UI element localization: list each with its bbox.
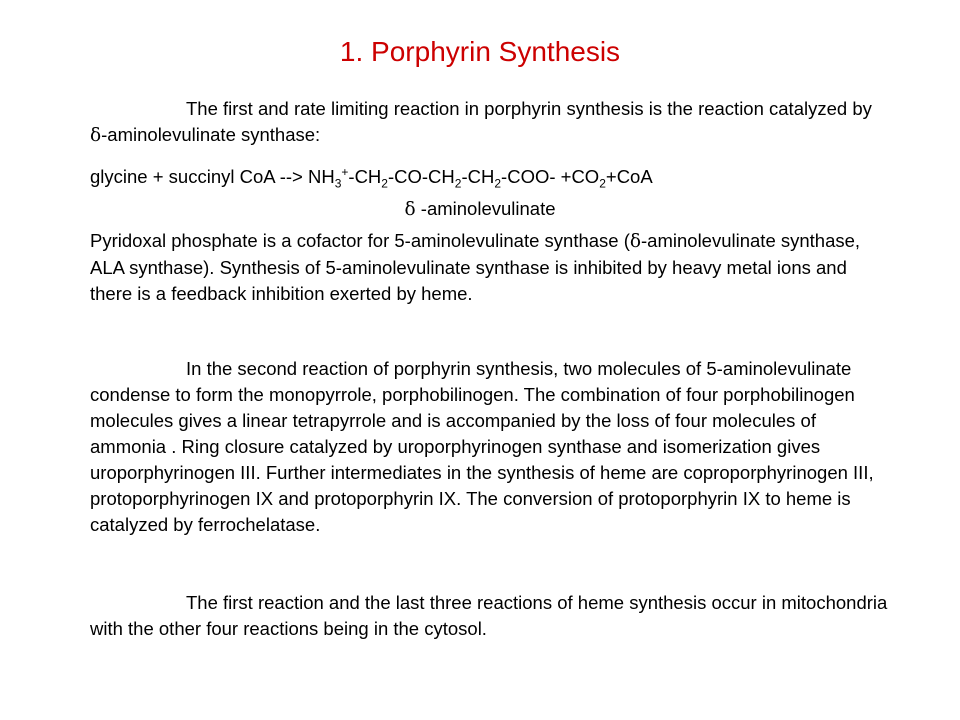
delta-symbol: δ (629, 231, 642, 252)
equation-part-c: -CO-CH (387, 166, 455, 187)
equation-sub-1: 3 (334, 176, 342, 191)
p1-text-a: The first and rate limiting reaction in porphyrin synthesis is the reaction catalyzed by (186, 98, 872, 119)
slide-title: 1. Porphyrin Synthesis (339, 36, 621, 67)
equation-sub-2: 2 (381, 176, 388, 191)
delta-symbol: δ (90, 125, 102, 146)
p4-text-b: -aminolevulinate synthase, ALA synthase). Synthesis of 5-aminolevulinate synthase is inhibited by heavy metal ions and there is a feedback inhibition exerted by heme. (90, 230, 861, 304)
p4-text-a: Pyridoxal phosphate is a cofactor for 5-aminolevulinate synthase ( (90, 230, 630, 251)
delta-symbol: δ (404, 199, 416, 220)
paragraph-second-reaction (90, 356, 890, 538)
paragraph-reaction-locations (90, 590, 890, 642)
reaction-equation (90, 164, 890, 190)
equation-part-f: +CoA (605, 166, 653, 187)
equation-sub-3: 2 (454, 176, 462, 191)
equation-sup-1: + (341, 164, 349, 179)
equation-part-a: glycine + succinyl CoA --> NH (90, 166, 335, 187)
equation-part-d: -CH (461, 166, 495, 187)
equation-part-e: -COO- +CO (501, 166, 600, 187)
product-label (0, 196, 960, 223)
p5-text: In the second reaction of porphyrin synthesis, two molecules of 5-aminolevulinate condense to form the monopyrrole, porphobilinogen. The combination of four porphobilinogen molecules gives a linear tetrapyrrole and is accompanied by the loss of four molecules of ammonia . Ring closure catalyzed by uroporphyrinogen synthase and isomerization gives uroporphyrinogen III. Further intermediates in the synthesis of heme are coproporphyrinogen III, protoporphyrinogen IX and protoporphyrin IX. The conversion of protoporphyrin IX to heme is catalyzed by ferrochelatase. (90, 358, 874, 535)
p1-text-b: -aminolevulinate synthase: (101, 124, 321, 145)
product-name: -aminolevulinate (415, 198, 556, 219)
paragraph-pyridoxal-phosphate (90, 228, 890, 307)
equation-sub-4: 2 (494, 176, 502, 191)
equation-part-b: -CH (348, 166, 382, 187)
p6-text: The first reaction and the last three reactions of heme synthesis occur in mitochondria with the other four reactions being in the cytosol. (90, 592, 888, 639)
paragraph-rate-limiting-reaction (90, 96, 890, 149)
equation-sub-5: 2 (599, 176, 606, 191)
